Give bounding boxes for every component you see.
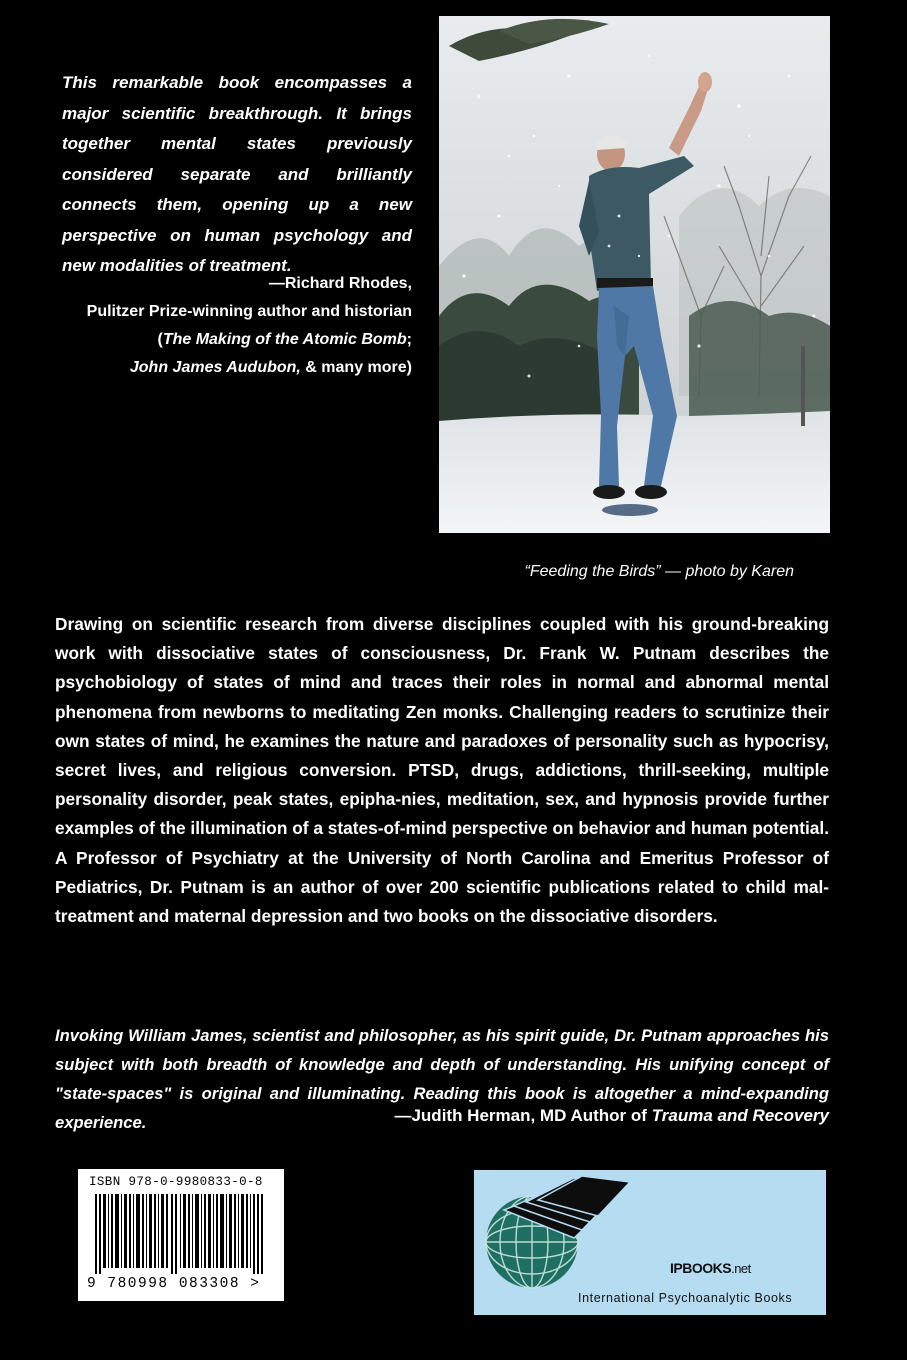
endorser-books-line2: John James Audubon, & many more) — [129, 359, 412, 376]
book-title-audubon: John James Audubon, — [129, 359, 301, 376]
barcode-bars — [95, 1194, 267, 1274]
endorsement-blurb: This remarkable book encompasses a major scientific breakthrough. It brings together mental states previously considered separate and brilliantly connects them, opening up a new perspective on human psychology and new modalities of treatment. — [62, 73, 412, 275]
book-title-trauma: Trauma and Recovery — [651, 1106, 829, 1125]
review-attribution: —Judith Herman, MD Author of Trauma and Recovery — [394, 1106, 829, 1125]
publisher-tagline: International Psychoanalytic Books — [578, 1291, 793, 1305]
endorser-books-line1: (The Making of the Atomic Bomb; — [157, 331, 412, 348]
endorser-name: —Richard Rhodes, — [268, 275, 412, 292]
book-title-atomic-bomb: The Making of the Atomic Bomb — [162, 331, 407, 348]
publisher-brand: IPBOOKS.net — [670, 1260, 751, 1276]
isbn-digits: 9 780998 083308 > — [87, 1276, 261, 1292]
endorsement-attribution — [62, 270, 412, 382]
photo-caption: “Feeding the Birds” — photo by Karen — [524, 563, 794, 580]
isbn-label: ISBN 978-0-9980833-0-8 — [89, 1175, 263, 1189]
author-photo — [439, 16, 830, 533]
review-quote: Invoking William James, scientist and philosopher, as his spirit guide, Dr. Putnam approaches his subject with both breadth of knowledge and depth of understanding. His unifying concept of "state-spaces" is original and illuminating. Reading this book is altogether a mind-expanding experience. — [55, 1026, 829, 1132]
publisher-logo — [474, 1170, 826, 1315]
isbn-barcode — [78, 1169, 284, 1301]
book-description: Drawing on scientific research from diverse disciplines coupled with his ground-breaking work with dissociative states of consciousness, Dr. Frank W. Putnam describes the psychobiology of states of mind and traces their roles in normal and abnormal mental phenomena from newborns to meditating Zen monks. Challenging readers to scrutinize their own states of mind, he examines the nature and paradoxes of personality such as hypocrisy, secret lives, and religious conversion. PTSD, drugs, addictions, thrill-seeking, multiple personality disorder, peak states, epipha-nies, meditation, sex, and hypnosis provide further examples of the illumination of a states-of-mind perspective on behavior and human potential. A Professor of Psychiatry at the University of North Carolina and Emeritus Professor of Pediatrics, Dr. Putnam is an author of over 200 scientific publications related to child mal-treatment and maternal depression and two books on the dissociative disorders. — [55, 614, 829, 927]
endorser-title: Pulitzer Prize-winning author and historian — [86, 303, 412, 320]
